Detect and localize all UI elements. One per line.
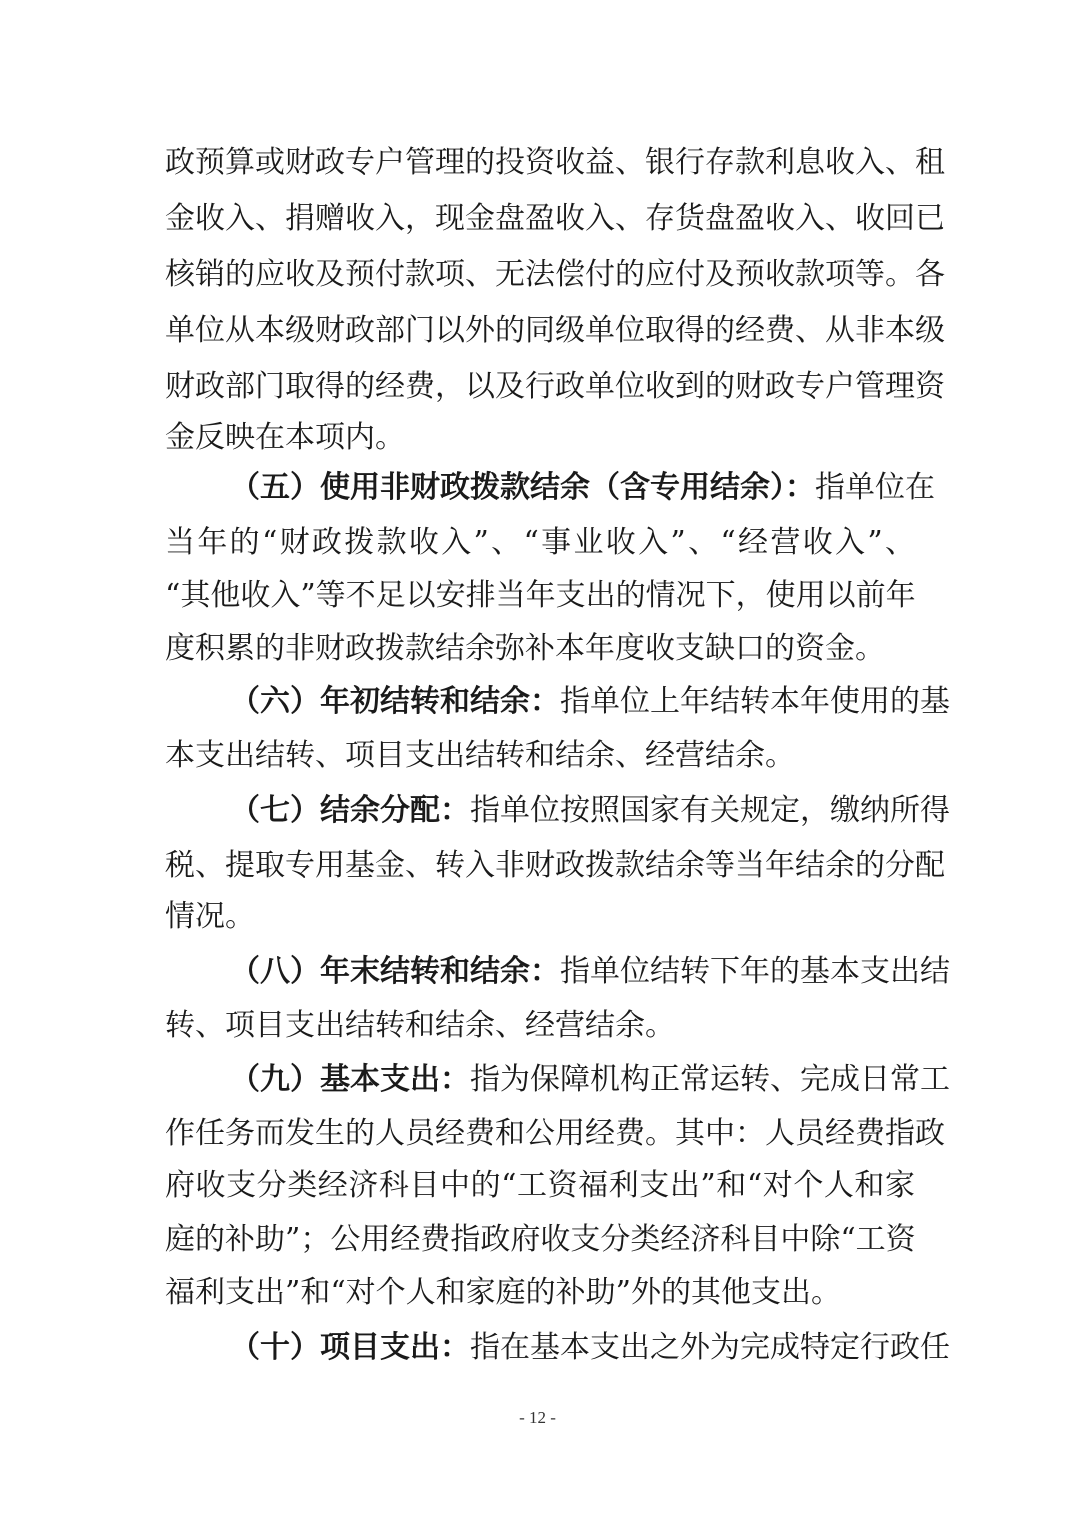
text-line: “其他收入”等不足以安排当年支出的情况下，使用以前年 <box>165 578 916 613</box>
section-heading: （九）基本支出： <box>230 1062 470 1097</box>
text-line: 核销的应收及预付款项、无法偿付的应付及预收款项等。各 <box>165 257 945 292</box>
text-line: 财政部门取得的经费，以及行政单位收到的财政专户管理资 <box>165 369 945 404</box>
text-line: 当年的“财政拨款收入”、“事业收入”、“经营收入”、 <box>165 525 915 560</box>
text-span: 指单位在 <box>815 470 935 505</box>
text-line: 单位从本级财政部门以外的同级单位取得的经费、从非本级 <box>165 313 945 348</box>
paragraph-first-line <box>230 1053 950 1107</box>
text-line: 金反映在本项内。 <box>165 420 405 455</box>
text-line: 情况。 <box>165 899 255 934</box>
text-span: 指单位上年结转本年使用的基 <box>560 684 950 719</box>
text-span: 指单位结转下年的基本支出结 <box>560 954 950 989</box>
paragraph-first-line <box>230 945 950 999</box>
section-heading: （七）结余分配： <box>230 793 470 828</box>
page-number: - 12 - <box>519 1408 556 1427</box>
text-line: 税、提取专用基金、转入非财政拨款结余等当年结余的分配 <box>165 848 945 883</box>
paragraph-first-line <box>230 675 950 729</box>
text-line: 度积累的非财政拨款结余弥补本年度收支缺口的资金。 <box>165 631 885 666</box>
text-line: 府收支分类经济科目中的“工资福利支出”和“对个人和家 <box>165 1168 915 1203</box>
paragraph-first-line <box>230 461 935 515</box>
text-span: 指为保障机构正常运转、完成日常工 <box>470 1062 950 1097</box>
section-heading: （五）使用非财政拨款结余（含专用结余）： <box>230 470 815 505</box>
paragraph-first-line <box>230 1321 950 1375</box>
text-span: 指在基本支出之外为完成特定行政任 <box>470 1330 950 1365</box>
text-line: 作任务而发生的人员经费和公用经费。其中：人员经费指政 <box>165 1116 945 1151</box>
section-heading: （八）年末结转和结余： <box>230 954 560 989</box>
section-heading: （十）项目支出： <box>230 1330 470 1365</box>
text-line: 转、项目支出结转和结余、经营结余。 <box>165 1008 675 1043</box>
text-line: 本支出结转、项目支出结转和结余、经营结余。 <box>165 738 795 773</box>
text-line: 福利支出”和“对个人和家庭的补助”外的其他支出。 <box>165 1275 842 1310</box>
text-span: 指单位按照国家有关规定，缴纳所得 <box>470 793 950 828</box>
section-heading: （六）年初结转和结余： <box>230 684 560 719</box>
text-line: 金收入、捐赠收入，现金盘盈收入、存货盘盈收入、收回已 <box>165 201 945 236</box>
paragraph-first-line <box>230 784 950 838</box>
text-line: 庭的补助”；公用经费指政府收支分类经济科目中除“工资 <box>165 1222 916 1257</box>
text-line: 政预算或财政专户管理的投资收益、银行存款利息收入、租 <box>165 145 945 180</box>
